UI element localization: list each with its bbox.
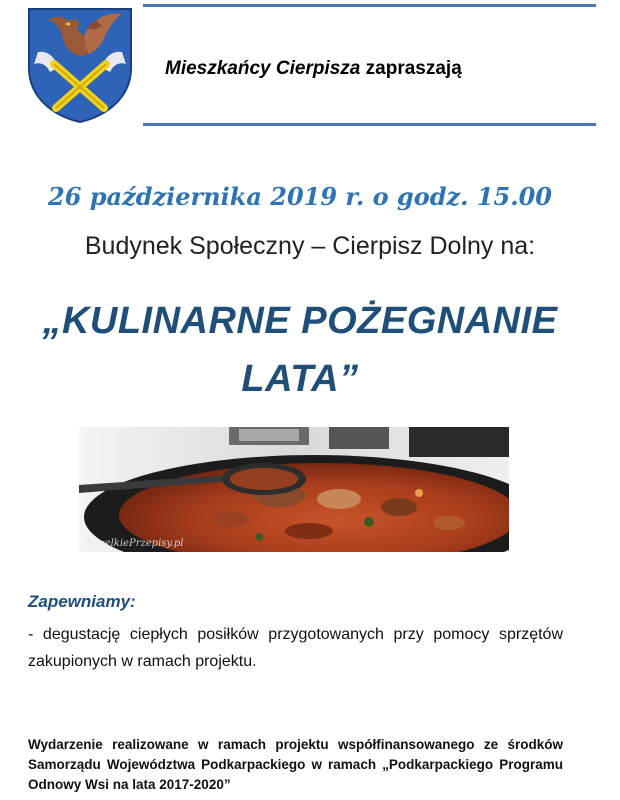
header-rule-top (143, 4, 596, 7)
assurance-heading: Zapewniamy: (28, 592, 136, 611)
event-title-line-1: „KULINARNE POŻEGNANIE (42, 300, 558, 342)
invitation-verb: zapraszają (360, 58, 462, 79)
event-title-line-2: LATA” (241, 358, 359, 400)
event-date-time: 26 października 2019 r. o godz. 15.00 (48, 182, 552, 211)
invitation-line (165, 58, 462, 80)
invitation-hosts: Mieszkańcy Cierpisza (165, 58, 361, 79)
photo-watermark: WszelkiePrzepisy.pl (84, 538, 184, 549)
assurance-text: - degustację ciepłych posiłków przygotowanych przy pomocy sprzętów zakupionych w ramach projektu. (28, 626, 563, 670)
stew-pot-photo (79, 427, 509, 552)
header-rule-bottom (143, 123, 596, 126)
coat-of-arms-icon (26, 6, 134, 124)
event-venue: Budynek Społeczny – Cierpisz Dolny na: (84, 232, 536, 260)
funding-note: Wydarzenie realizowane w ramach projektu współfinansowanego ze środków Samorządu Województwa Podkarpackiego w ramach „Podkarpackiego Programu Odnowy Wsi na lata 2017-2020” (28, 737, 563, 792)
